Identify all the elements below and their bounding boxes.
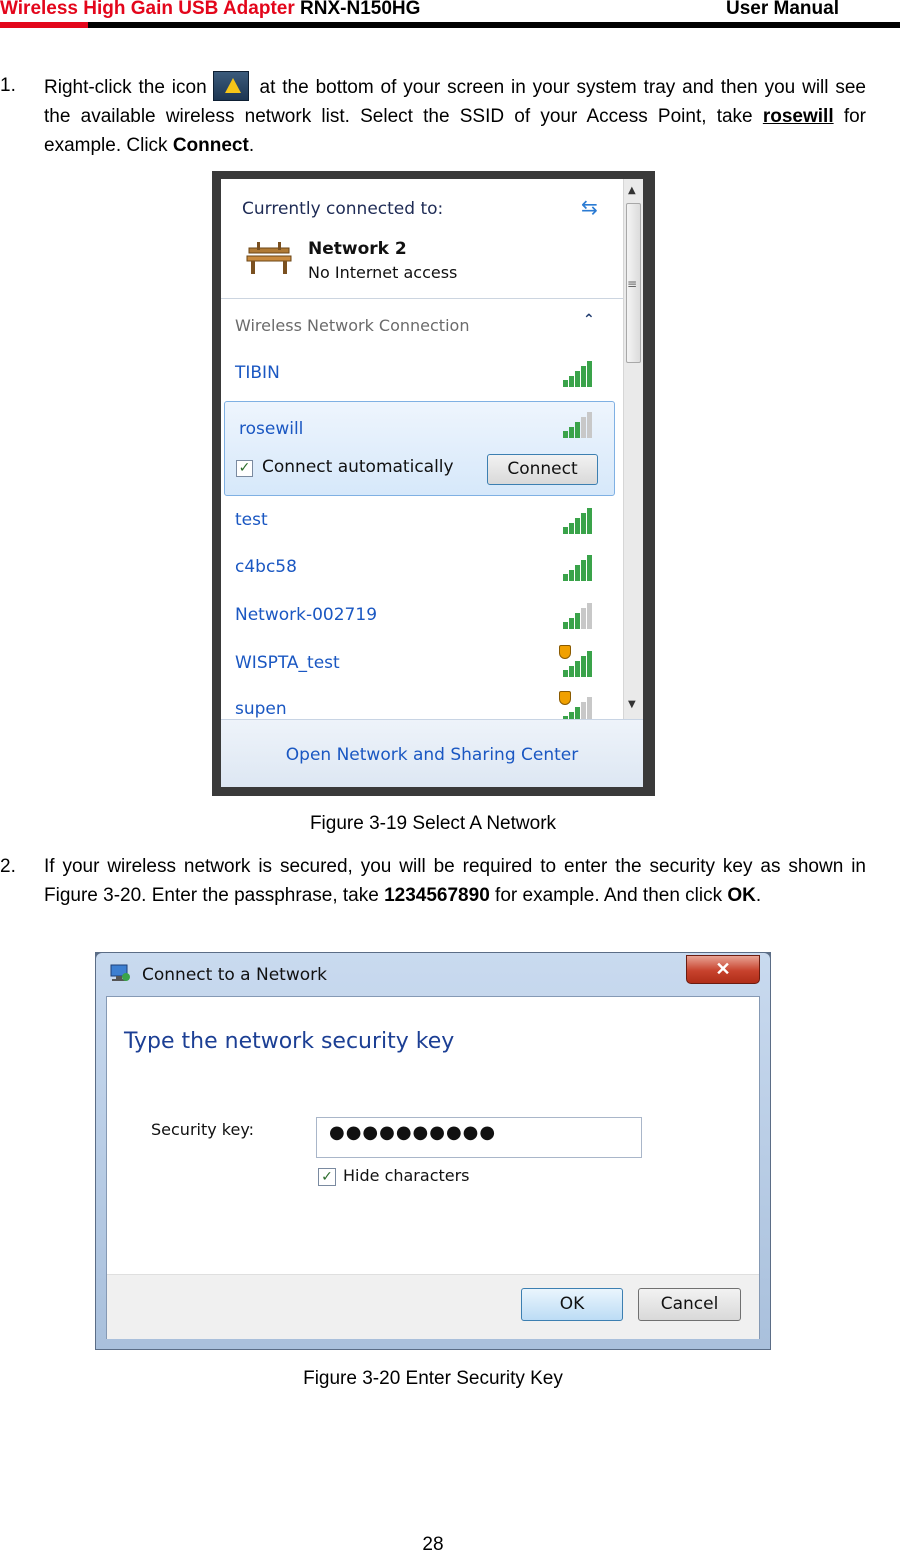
security-key-label: Security key: bbox=[151, 1120, 255, 1139]
signal-icon bbox=[563, 601, 599, 629]
step-1-text bbox=[44, 71, 866, 160]
figure-1-caption: Figure 3-19 Select A Network bbox=[309, 813, 557, 834]
hide-characters-label: Hide characters bbox=[343, 1166, 470, 1185]
scroll-up-arrow-icon[interactable]: ▲ bbox=[628, 185, 636, 196]
network-item-c4bc58[interactable]: c4bc58 bbox=[235, 557, 297, 577]
step-2-text-a: If your wireless network is secured, you will be required to enter the security key as shown in Figure 3-20. Enter the passphrase, take bbox=[44, 856, 866, 906]
step-1-number: 1. bbox=[0, 75, 16, 96]
network-item-test[interactable]: test bbox=[235, 510, 268, 530]
network-window-icon bbox=[109, 963, 131, 983]
step-1-period: . bbox=[248, 135, 255, 156]
network-item-wispta-test[interactable]: WISPTA_test bbox=[235, 653, 340, 673]
signal-icon bbox=[563, 506, 599, 534]
shield-icon bbox=[559, 691, 571, 705]
dialog-window bbox=[96, 953, 770, 1349]
connected-network-status: No Internet access bbox=[308, 263, 458, 282]
open-network-sharing-link[interactable]: Open Network and Sharing Center bbox=[285, 745, 579, 765]
panel-footer bbox=[221, 719, 643, 787]
scrollbar[interactable] bbox=[623, 179, 643, 719]
scroll-grip-icon: ≡ bbox=[627, 277, 638, 291]
signal-icon bbox=[563, 553, 599, 581]
dialog-client-area bbox=[106, 996, 760, 1339]
network-item-tibin[interactable]: TIBIN bbox=[235, 363, 280, 383]
step-2-period: . bbox=[755, 885, 762, 906]
page-header bbox=[0, 0, 900, 30]
step-2-number: 2. bbox=[0, 856, 16, 877]
step-1-ssid: rosewill bbox=[762, 106, 834, 127]
connected-network-name: Network 2 bbox=[308, 239, 407, 259]
cancel-button[interactable]: Cancel bbox=[638, 1288, 741, 1321]
step-1-text-b: at the bottom of your screen in your system tray and then you will see the available wireless network list. Select the SSID of your Access Point, take bbox=[44, 77, 866, 127]
figure-2-caption: Figure 3-20 Enter Security Key bbox=[303, 1368, 563, 1389]
header-product: Wireless High Gain USB Adapter bbox=[0, 0, 295, 19]
scroll-down-arrow-icon[interactable]: ▼ bbox=[628, 699, 636, 710]
close-button[interactable]: ✕ bbox=[686, 955, 760, 984]
signal-icon bbox=[563, 359, 599, 387]
network-tray-icon bbox=[213, 71, 249, 101]
signal-icon bbox=[563, 410, 599, 438]
header-doc-type: User Manual bbox=[726, 0, 839, 19]
figure-network-list bbox=[212, 171, 655, 796]
step-2-text-b: for example. And then click bbox=[495, 885, 723, 906]
page-number: 28 bbox=[422, 1534, 444, 1555]
refresh-icon[interactable]: ⇆ bbox=[581, 195, 598, 219]
bench-icon bbox=[245, 242, 293, 276]
figure-security-dialog bbox=[95, 952, 771, 1350]
step-2-ok: OK bbox=[727, 885, 756, 906]
header-title bbox=[0, 0, 420, 20]
currently-connected-label: Currently connected to: bbox=[242, 199, 444, 219]
network-panel bbox=[221, 179, 643, 787]
section-title: Wireless Network Connection bbox=[235, 316, 470, 335]
connect-button[interactable]: Connect bbox=[487, 454, 598, 485]
header-model: RNX-N150HG bbox=[294, 0, 421, 19]
header-rule-accent bbox=[0, 22, 88, 28]
selected-network[interactable] bbox=[224, 401, 615, 496]
network-item-supen[interactable]: supen bbox=[235, 699, 287, 719]
window-title: Connect to a Network bbox=[142, 965, 327, 985]
collapse-caret-icon[interactable]: ⌃ bbox=[583, 312, 595, 328]
shield-icon bbox=[559, 645, 571, 659]
ok-button[interactable]: OK bbox=[521, 1288, 623, 1321]
selected-network-name: rosewill bbox=[239, 419, 304, 439]
dialog-button-bar bbox=[107, 1274, 759, 1339]
step-1-connect: Connect bbox=[172, 135, 249, 156]
connect-automatically-label: Connect automatically bbox=[262, 457, 454, 477]
step-2-text bbox=[44, 852, 866, 910]
hide-characters-checkbox[interactable]: ✓ bbox=[318, 1168, 336, 1186]
step-1-text-a: Right-click the icon bbox=[44, 77, 207, 98]
connect-automatically-checkbox[interactable]: ✓ bbox=[236, 460, 253, 477]
security-key-input[interactable]: ●●●●●●●●●● bbox=[316, 1117, 642, 1158]
header-rule bbox=[0, 22, 900, 28]
network-item-network-002719[interactable]: Network-002719 bbox=[235, 605, 378, 625]
divider bbox=[221, 298, 625, 299]
step-1-text-c: for example. Click bbox=[44, 106, 867, 156]
dialog-heading: Type the network security key bbox=[124, 1029, 455, 1054]
step-2-key: 1234567890 bbox=[384, 885, 490, 906]
secured-signal-icon bbox=[563, 649, 599, 677]
